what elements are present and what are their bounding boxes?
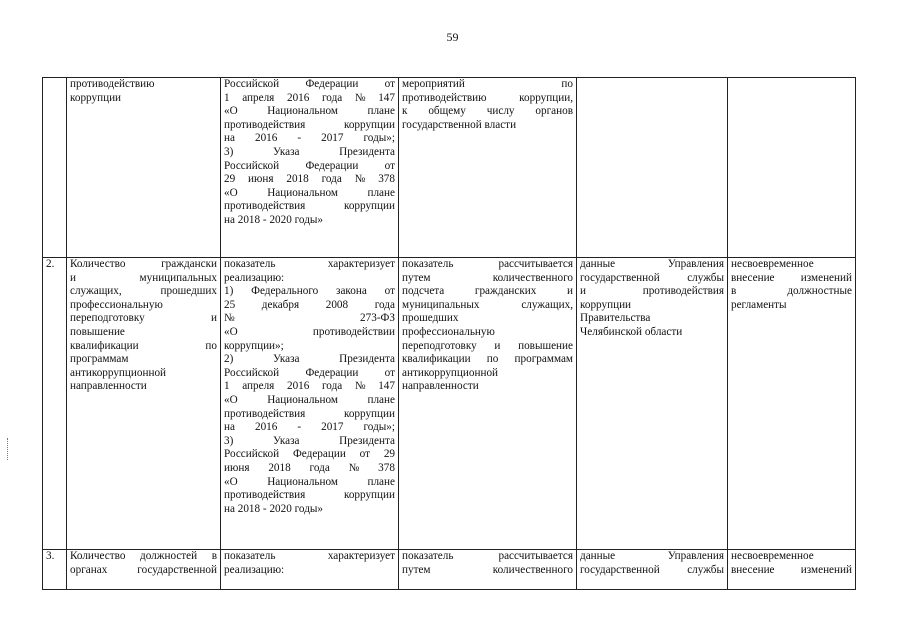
calculation-method-cell — [399, 258, 577, 550]
cell-word: характеризует — [327, 258, 395, 270]
cell-word: показатель — [402, 550, 454, 562]
cell-word: 29 — [383, 448, 395, 461]
cell-word: № — [354, 91, 366, 104]
cell-word: «О — [224, 325, 238, 338]
cell-word: характеризует — [327, 550, 395, 562]
cell-word: № — [224, 312, 235, 325]
cell-word: гражданских — [474, 285, 537, 298]
indicator-name-cell — [67, 78, 221, 258]
indicator-name-cell — [67, 258, 221, 550]
cell-line — [402, 92, 573, 106]
cell-word: плане — [367, 393, 395, 406]
data-source-cell — [577, 258, 728, 550]
cell-line — [70, 258, 217, 272]
cell-line — [224, 92, 395, 106]
cell-word: 2017 — [321, 132, 344, 145]
cell-line — [224, 173, 395, 187]
cell-line — [224, 326, 395, 340]
calculation-method-cell — [399, 550, 577, 590]
cell-line — [224, 476, 395, 490]
cell-line: антикоррупционной — [402, 366, 499, 379]
cell-word: - — [297, 132, 302, 145]
table-row — [43, 258, 856, 550]
cell-word: противодействия — [224, 489, 306, 502]
cell-line: прошедших — [402, 312, 459, 325]
cell-word: на — [224, 421, 235, 434]
cell-word: Российской — [224, 159, 280, 172]
cell-word: Федерации — [305, 366, 359, 379]
cell-line: коррупции — [580, 298, 632, 311]
data-source-cell — [577, 78, 728, 258]
cell-word: по — [486, 353, 499, 366]
cell-word: внесение — [731, 563, 775, 576]
cell-word: мероприятий — [402, 78, 465, 90]
cell-word: годы»; — [363, 132, 395, 145]
cell-word: противодействию — [402, 91, 487, 104]
cell-word: и — [566, 285, 573, 298]
cell-line — [580, 258, 724, 272]
cell-word: переподготовку — [402, 339, 477, 352]
cell-word: Президента — [339, 145, 395, 158]
cell-word: года — [321, 173, 342, 186]
cell-word: Федерации — [305, 78, 359, 90]
cell-word: изменений — [800, 271, 852, 284]
cell-word: показатель — [224, 550, 276, 562]
cell-line — [402, 550, 573, 564]
cell-word: служащих, — [521, 298, 573, 311]
cell-line: несвоевременное — [731, 550, 814, 562]
cell-word: 3) — [224, 434, 234, 447]
cell-word: по — [205, 339, 217, 352]
cell-word: Количество — [70, 258, 126, 270]
cell-word: «О — [224, 475, 238, 488]
cell-word: квалификации — [402, 353, 471, 366]
legal-basis-cell — [221, 78, 399, 258]
cell-line: на 2018 - 2020 годы» — [224, 502, 323, 515]
cell-word: 3) — [224, 145, 234, 158]
cell-line — [224, 105, 395, 119]
table-row — [43, 78, 856, 258]
cell-line: коррупции»; — [224, 339, 284, 352]
cell-word: муниципальных — [402, 298, 480, 311]
cell-word: Указа — [272, 353, 300, 366]
cell-word: Национальном — [267, 186, 338, 199]
cell-word: в — [211, 550, 217, 562]
cell-line — [402, 564, 573, 578]
cell-line — [731, 285, 852, 299]
cell-line — [70, 550, 217, 564]
risk-cell — [728, 258, 856, 550]
cell-word: июня — [224, 461, 250, 474]
cell-word: и — [580, 285, 586, 298]
cell-line — [224, 285, 395, 299]
cell-line — [224, 462, 395, 476]
cell-word: 147 — [378, 380, 395, 393]
cell-word: 147 — [378, 91, 395, 104]
cell-line: коррупции — [70, 91, 122, 104]
row-number-cell — [43, 550, 67, 590]
cell-word: данные — [580, 258, 616, 270]
cell-word: противодействия — [224, 200, 306, 213]
cell-word: противодействия — [224, 118, 306, 131]
cell-line — [580, 285, 724, 299]
cell-word: государственной — [580, 271, 660, 284]
cell-word: 1) — [224, 285, 234, 298]
cell-line — [70, 272, 217, 286]
cell-word: на — [224, 132, 235, 145]
cell-line: направленности — [402, 380, 479, 393]
cell-word: 2018 — [268, 461, 291, 474]
cell-line — [224, 299, 395, 313]
cell-word: переподготовку — [70, 312, 145, 325]
cell-line — [224, 421, 395, 435]
cell-word: - — [297, 421, 302, 434]
cell-line — [402, 272, 573, 286]
cell-line — [224, 550, 395, 564]
cell-word: закона — [336, 285, 367, 298]
cell-word: от — [384, 366, 395, 379]
cell-line: реализацию: — [224, 271, 285, 284]
cell-line — [224, 489, 395, 503]
cell-word: органов — [535, 105, 573, 118]
cell-word: путем — [402, 271, 431, 284]
cell-word: 273-ФЗ — [360, 312, 395, 325]
legal-basis-cell — [221, 550, 399, 590]
cell-word: 2) — [224, 353, 234, 366]
cell-line — [402, 299, 573, 313]
cell-line — [70, 340, 217, 354]
cell-line — [402, 285, 573, 299]
cell-word: 2016 — [286, 91, 310, 104]
cell-word: Управления — [667, 258, 724, 270]
cell-word: 2017 — [321, 421, 344, 434]
legal-basis-cell — [221, 258, 399, 550]
data-source-cell — [577, 550, 728, 590]
cell-word: службы — [687, 563, 724, 576]
cell-line — [70, 285, 217, 299]
row-number: 3. — [46, 550, 55, 562]
cell-word: 2008 — [325, 298, 349, 311]
cell-line — [402, 340, 573, 354]
cell-word: от — [384, 159, 395, 172]
cell-line — [402, 353, 573, 367]
cell-word: «О — [224, 393, 238, 406]
cell-word: Национальном — [267, 475, 338, 488]
cell-word: года — [321, 91, 343, 104]
cell-word: 2016 — [286, 380, 310, 393]
risk-cell — [728, 550, 856, 590]
cell-word: по — [561, 78, 573, 90]
risk-cell — [728, 78, 856, 258]
cell-word: коррупции, — [519, 91, 573, 104]
cell-word: граждански — [161, 258, 217, 270]
cell-word: 378 — [378, 461, 395, 474]
cell-word: года — [309, 461, 330, 474]
cell-word: Федерации — [292, 448, 346, 461]
cell-word: государственной — [137, 563, 217, 576]
cell-line — [224, 160, 395, 174]
cell-word: органах — [70, 563, 108, 576]
cell-word: плане — [367, 475, 395, 488]
cell-line — [580, 550, 724, 564]
cell-word: № — [354, 173, 366, 186]
cell-word: Российской — [224, 448, 280, 461]
row-number: 2. — [46, 258, 55, 270]
cell-word: в — [731, 285, 737, 298]
cell-word: Указа — [272, 434, 300, 447]
cell-word: государственной — [580, 563, 660, 576]
cell-word: Федерального — [251, 285, 319, 298]
cell-line: повышение — [70, 325, 125, 338]
cell-word: путем — [402, 563, 431, 576]
cell-line — [402, 105, 573, 119]
cell-line: направленности — [70, 380, 147, 393]
table-row — [43, 550, 856, 590]
cell-line: антикоррупционной — [70, 366, 167, 379]
page-number: 59 — [446, 30, 459, 44]
calculation-method-cell — [399, 78, 577, 258]
cell-word: 1 — [224, 91, 230, 104]
cell-word: № — [348, 461, 360, 474]
indicator-name-cell — [67, 550, 221, 590]
cell-word: от — [384, 78, 395, 90]
cell-line — [224, 394, 395, 408]
cell-word: от — [384, 285, 395, 298]
cell-word: Управления — [667, 550, 724, 562]
scan-mark — [7, 438, 10, 460]
cell-word: показатель — [402, 258, 454, 270]
cell-word: Указа — [272, 145, 300, 158]
cell-word: «О — [224, 186, 238, 199]
cell-word: противодействия — [642, 285, 724, 298]
cell-word: служащих, — [70, 285, 122, 298]
cell-line: Челябинской области — [580, 325, 683, 338]
cell-word: квалификации — [70, 339, 139, 352]
cell-word: Российской — [224, 366, 280, 379]
cell-line: на 2018 - 2020 годы» — [224, 213, 323, 226]
cell-word: изменений — [800, 563, 852, 576]
cell-word: общему — [428, 105, 466, 118]
cell-line — [70, 312, 217, 326]
row-number-cell — [43, 78, 67, 258]
cell-line: несвоевременное — [731, 258, 814, 270]
cell-line — [224, 408, 395, 422]
cell-line — [224, 367, 395, 381]
cell-line — [580, 272, 724, 286]
cell-word: должностей — [140, 550, 198, 562]
cell-word: 378 — [378, 173, 395, 186]
cell-line — [224, 353, 395, 367]
cell-word: службы — [687, 271, 724, 284]
cell-word: коррупции — [343, 118, 395, 131]
cell-word: показатель — [224, 258, 276, 270]
cell-word: и — [211, 312, 217, 325]
cell-line — [224, 200, 395, 214]
cell-word: года — [374, 298, 395, 311]
cell-word: № — [354, 380, 366, 393]
cell-word: к — [402, 105, 408, 118]
cell-word: программам — [514, 353, 573, 366]
cell-line — [224, 78, 395, 92]
cell-word: коррупции — [343, 200, 395, 213]
cell-line: программам — [70, 353, 129, 366]
row-number-cell — [43, 258, 67, 550]
cell-word: «О — [224, 105, 238, 118]
cell-word: противодействии — [312, 325, 395, 338]
table-body — [43, 78, 856, 590]
cell-line: государственной власти — [402, 118, 517, 131]
cell-word: внесение — [731, 271, 775, 284]
cell-word: 1 — [224, 380, 230, 393]
cell-line — [402, 78, 573, 92]
cell-line — [402, 258, 573, 272]
cell-word: Президента — [339, 434, 395, 447]
indicators-table — [42, 77, 856, 590]
cell-word: года — [321, 380, 343, 393]
cell-word: коррупции — [343, 407, 395, 420]
cell-word: 2016 — [254, 421, 278, 434]
cell-word: подсчета — [402, 285, 445, 298]
cell-word: Российской — [224, 78, 280, 90]
cell-word: противодействия — [224, 407, 306, 420]
cell-word: количественного — [492, 563, 573, 576]
cell-word: Национальном — [267, 393, 338, 406]
cell-line — [224, 132, 395, 146]
cell-word: и — [70, 271, 76, 284]
cell-word: должностные — [787, 285, 852, 298]
cell-line — [70, 564, 217, 578]
cell-word: Национальном — [267, 105, 338, 118]
cell-line — [224, 187, 395, 201]
cell-word: декабря — [261, 298, 300, 311]
cell-word: Федерации — [305, 159, 359, 172]
cell-line — [224, 380, 395, 394]
cell-word: 2016 — [254, 132, 278, 145]
cell-word: Президента — [339, 353, 395, 366]
cell-word: и — [494, 339, 501, 352]
cell-line — [224, 119, 395, 133]
cell-word: годы»; — [363, 421, 395, 434]
cell-word: апреля — [242, 380, 275, 393]
cell-line: профессиональную — [70, 298, 163, 311]
cell-line — [731, 272, 852, 286]
cell-word: Количество — [70, 550, 126, 562]
cell-line: регламенты — [731, 298, 787, 311]
cell-word: прошедших — [160, 285, 217, 298]
cell-word: 25 — [224, 298, 236, 311]
cell-line: противодействию — [70, 78, 155, 90]
cell-word: от — [359, 448, 370, 461]
cell-line — [224, 448, 395, 462]
cell-word: 29 — [224, 173, 236, 186]
cell-line — [224, 435, 395, 449]
cell-word: 2018 — [286, 173, 309, 186]
cell-line: профессиональную — [402, 325, 495, 338]
cell-word: коррупции — [343, 489, 395, 502]
cell-word: рассчитывается — [498, 550, 573, 562]
cell-line: Правительства — [580, 312, 651, 325]
cell-word: повышение — [518, 339, 573, 352]
cell-line — [224, 258, 395, 272]
cell-word: данные — [580, 550, 616, 562]
cell-word: числу — [486, 105, 515, 118]
cell-word: плане — [367, 186, 395, 199]
cell-word: апреля — [242, 91, 275, 104]
cell-word: количественного — [492, 271, 573, 284]
cell-line — [580, 564, 724, 578]
cell-line — [224, 312, 395, 326]
cell-line — [224, 146, 395, 160]
cell-word: муниципальных — [139, 271, 217, 284]
cell-word: плане — [367, 105, 395, 118]
cell-line — [731, 564, 852, 578]
cell-word: рассчитывается — [498, 258, 573, 270]
cell-line: реализацию: — [224, 563, 285, 576]
cell-word: июня — [248, 173, 274, 186]
